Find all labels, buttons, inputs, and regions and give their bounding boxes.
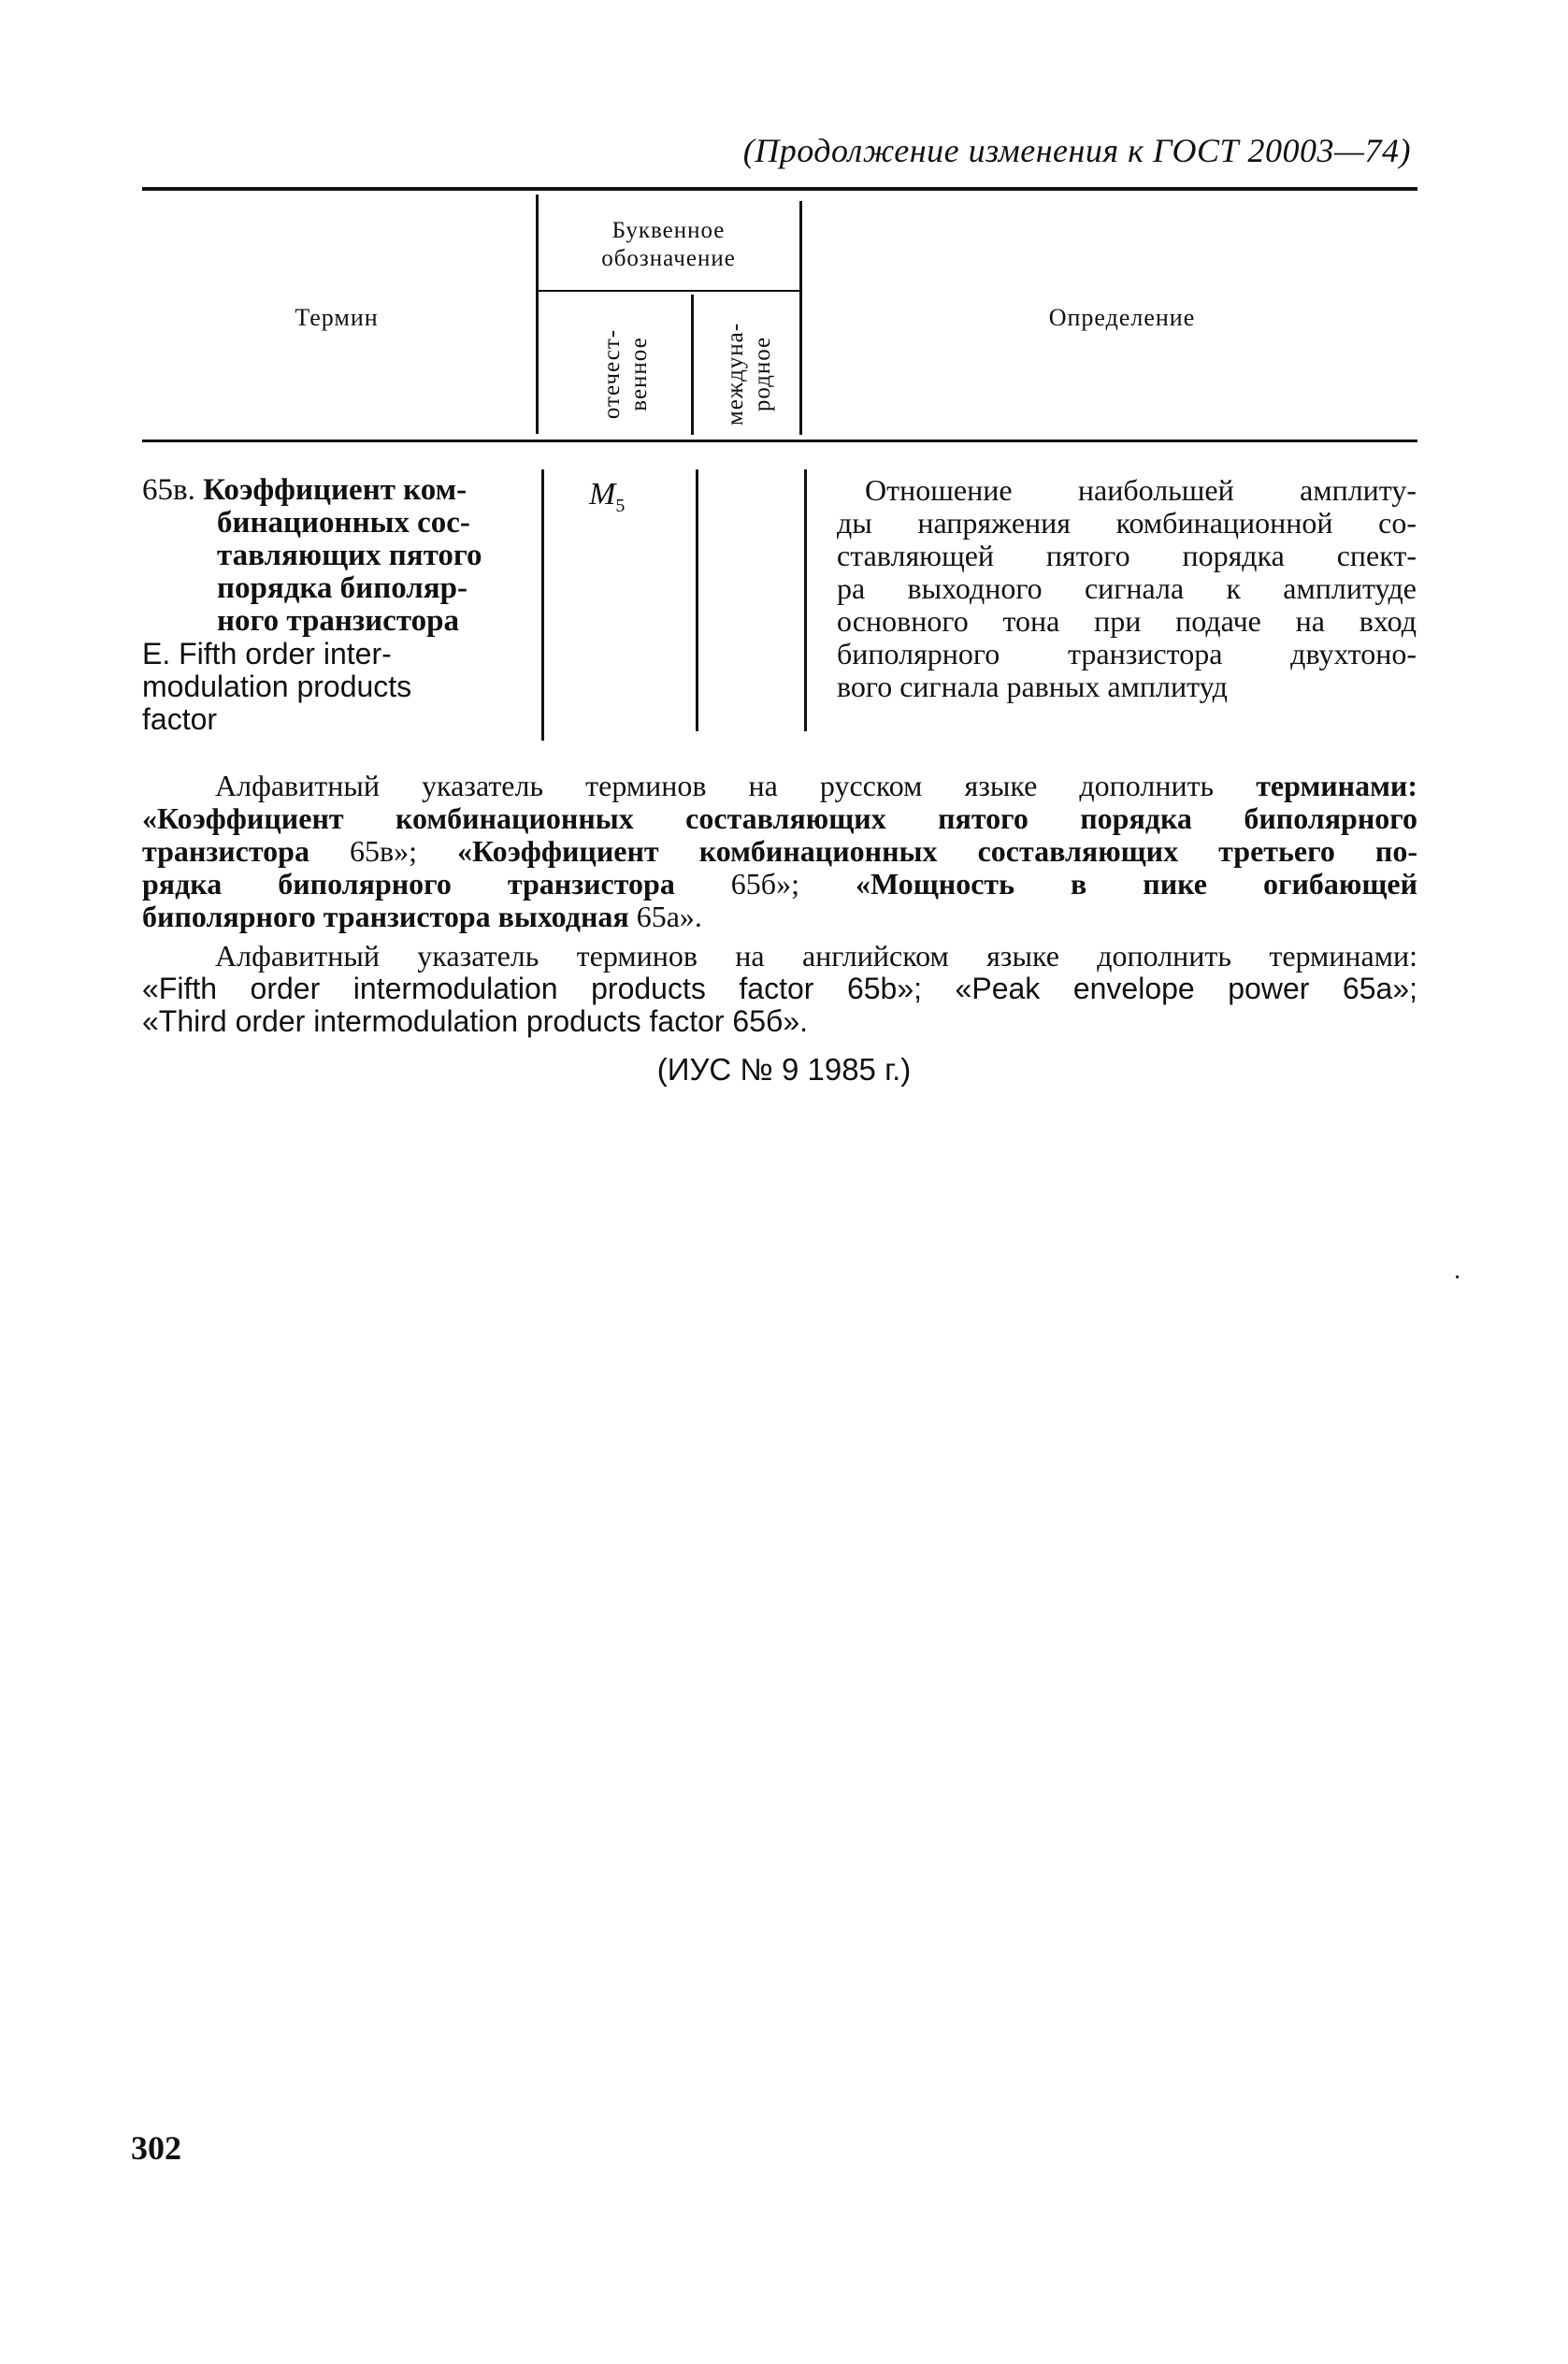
table-divider-term bbox=[536, 195, 539, 434]
symbol-main: M bbox=[589, 477, 616, 512]
definition-line-5: основного тона при подаче на вход bbox=[837, 604, 1417, 638]
definition-line-3: ставляющей пятого порядка спект- bbox=[837, 539, 1417, 572]
table-top-rule bbox=[142, 187, 1417, 191]
header-term: Термин bbox=[295, 304, 379, 331]
running-header: (Продолжение изменения к ГОСТ 20003—74) bbox=[742, 132, 1411, 169]
table-letter-subheader-rule bbox=[538, 290, 799, 292]
symbol-subscript: 5 bbox=[615, 495, 626, 516]
ru-line-1-plain: Алфавитный указатель терминов на русском языке дополнить bbox=[215, 769, 1257, 802]
table-divider-definition bbox=[799, 201, 802, 435]
term-line-5: ного транзистора bbox=[217, 604, 459, 638]
table-header-rule bbox=[142, 440, 1417, 442]
definition-line-4: ра выходного сигнала к амплитуде bbox=[837, 571, 1417, 605]
definition-cell bbox=[837, 474, 1417, 703]
term-number: 65в. bbox=[142, 473, 195, 507]
header-definition: Определение bbox=[1048, 304, 1196, 331]
term-line-2: бинационных сос- bbox=[217, 506, 470, 540]
header-letter-international: междуна- родное bbox=[723, 322, 775, 426]
header-letter-designation: Буквенное обозначение bbox=[601, 218, 736, 271]
term-english-line-3: factor bbox=[142, 702, 218, 736]
letter-symbol bbox=[589, 477, 625, 517]
ru-line-3-plain: 65в»; bbox=[309, 834, 458, 868]
header-letter-national: отечест- венное bbox=[599, 328, 652, 420]
ru-line-1-bold: терминами: bbox=[1256, 769, 1417, 802]
table-divider-letter-mid bbox=[691, 295, 694, 435]
ru-line-4 bbox=[142, 868, 1417, 901]
ru-line-3-bold-b: «Коэффициент комбинационных составляющих третьего по- bbox=[457, 834, 1417, 868]
term-english-line-1: Е. Fifth order inter- bbox=[142, 637, 392, 670]
definition-line-1: Отношение наибольшей амплиту- bbox=[865, 473, 1417, 507]
en-line-3: «Third order intermodulation products factor 65б». bbox=[142, 1004, 809, 1038]
definition-line-2: ды напряжения комбинационной со- bbox=[837, 506, 1417, 540]
en-line-1: Алфавитный указатель терминов на английском языке дополнить терминами: bbox=[215, 939, 1417, 973]
stray-mark bbox=[1456, 1276, 1459, 1278]
ru-line-4-bold-a: рядка биполярного транзистора bbox=[142, 867, 675, 901]
row-divider-letter-mid bbox=[696, 469, 698, 731]
en-line-2: «Fifth order intermodulation products factor 65b»; «Peak envelope power 65a»; bbox=[142, 972, 1417, 1005]
term-line-4: порядка биполяр- bbox=[217, 571, 468, 605]
ius-reference: (ИУС № 9 1985 г.) bbox=[656, 1052, 912, 1087]
term-line-1: Коэффициент ком- bbox=[203, 473, 468, 507]
definition-line-6: биполярного транзистора двухтоно- bbox=[837, 637, 1417, 670]
ru-line-2 bbox=[142, 802, 1417, 835]
paragraph-english-index bbox=[142, 940, 1417, 1038]
definition-line-7: вого сигнала равных амплитуд bbox=[837, 670, 1228, 703]
row-divider-definition bbox=[804, 469, 807, 731]
row-divider-term bbox=[541, 469, 544, 741]
ru-line-2-bold: «Коэффициент комбинационных составляющих пятого порядка биполярного bbox=[142, 801, 1417, 835]
page-number: 302 bbox=[131, 2129, 181, 2167]
term-line-3: тавляющих пятого bbox=[217, 539, 482, 572]
paragraph-russian-index bbox=[142, 770, 1417, 933]
ru-line-4-plain: 65б»; bbox=[674, 867, 856, 901]
ru-line-3-bold-a: транзистора bbox=[142, 834, 309, 868]
ru-line-3 bbox=[142, 835, 1417, 868]
ru-line-5 bbox=[142, 901, 1417, 933]
ru-line-4-bold-b: «Мощность в пике огибающей bbox=[855, 867, 1418, 901]
ru-line-5-plain: 65а». bbox=[628, 900, 702, 933]
ru-line-1 bbox=[142, 770, 1417, 802]
term-english-line-2: modulation products bbox=[142, 670, 412, 703]
term-cell bbox=[142, 474, 535, 736]
ru-line-5-bold: биполярного транзистора выходная bbox=[142, 900, 629, 933]
